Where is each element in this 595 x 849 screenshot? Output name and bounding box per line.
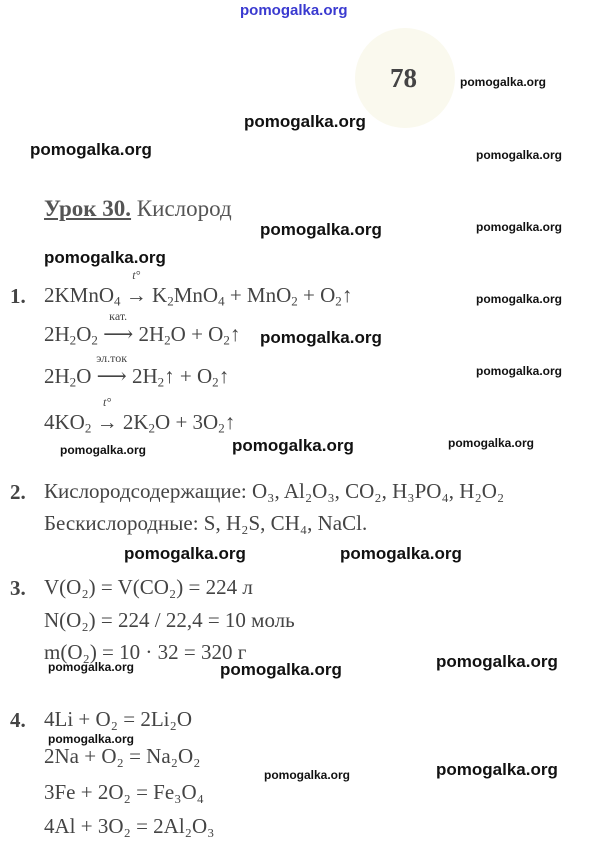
watermark: pomogalka.org [436,760,558,779]
watermark: pomogalka.org [48,732,135,746]
watermark: pomogalka.org [30,140,152,159]
watermark: pomogalka.org [60,443,147,457]
watermark: pomogalka.org [44,248,166,267]
watermark: pomogalka.org [340,544,462,563]
watermark: pomogalka.org [460,75,547,89]
watermark: pomogalka.org [264,768,351,782]
watermark: pomogalka.org [260,220,382,239]
watermark: pomogalka.org [244,112,366,131]
watermark: pomogalka.org [240,2,348,19]
task-3-line-2: N(O₂) = 224 / 22,4 = 10 моль [44,608,295,632]
watermark: pomogalka.org [124,544,246,563]
task-1-equation-4: $4KO_2$ → t° $2K_2O$ + $3O_2↑$ [44,395,236,436]
task-4-number: 4. [10,708,26,732]
watermark: pomogalka.org [436,652,558,671]
task-1-number: 1. [10,284,26,308]
watermark: pomogalka.org [476,364,563,378]
task-2-number: 2. [10,480,26,504]
task-1-equation-1: 2KMnO$_4$ → t° $K_2MnO_4 + MnO_2$ + $O_2↑$ [44,268,353,309]
watermark: pomogalka.org [232,436,354,455]
task-3-line-3: m(O₂) = 10 · 32 = 320 г [44,640,247,664]
watermark: pomogalka.org [48,660,135,674]
task-2-oxygen-free: Бескислородные: S, H₂S, CH₄, NaCl. [44,511,368,535]
page-number: 78 [390,63,417,93]
watermark: pomogalka.org [476,292,563,306]
lesson-topic: Кислород [136,196,232,221]
watermark: pomogalka.org [448,436,535,450]
task-4-line-2: 2Na + O₂ = Na₂O₂ [44,744,201,768]
watermark: pomogalka.org [476,148,563,162]
task-1-equation-3: $2H_2O$ ⟶ эл.ток $2H_2↑$ + $O_2↑$ [44,351,230,390]
task-3-line-1: V(O₂) = V(CO₂) = 224 л [44,575,253,599]
lesson-heading [44,196,232,222]
task-4-line-4: 4Al + 3O₂ = 2Al₂O₃ [44,814,215,838]
task-4-line-3: 3Fe + 2O₂ = Fe₃O₄ [44,780,204,804]
watermark: pomogalka.org [476,220,563,234]
lesson-title: Урок 30. [44,196,132,221]
task-4-line-1: 4Li + O₂ = 2Li₂O [44,707,192,731]
watermark: pomogalka.org [260,328,382,347]
task-3-number: 3. [10,576,26,600]
task-2-oxygen-containing: Кислородсодержащие: O₃, Al₂O₃, CO₂, H₃PO₄, H₂O₂ [44,479,505,503]
watermark: pomogalka.org [220,660,342,679]
task-1-equation-2: $2H_2O_2$ ⟶ кат. $2H_2O$ + $O_2↑$ [44,309,241,348]
